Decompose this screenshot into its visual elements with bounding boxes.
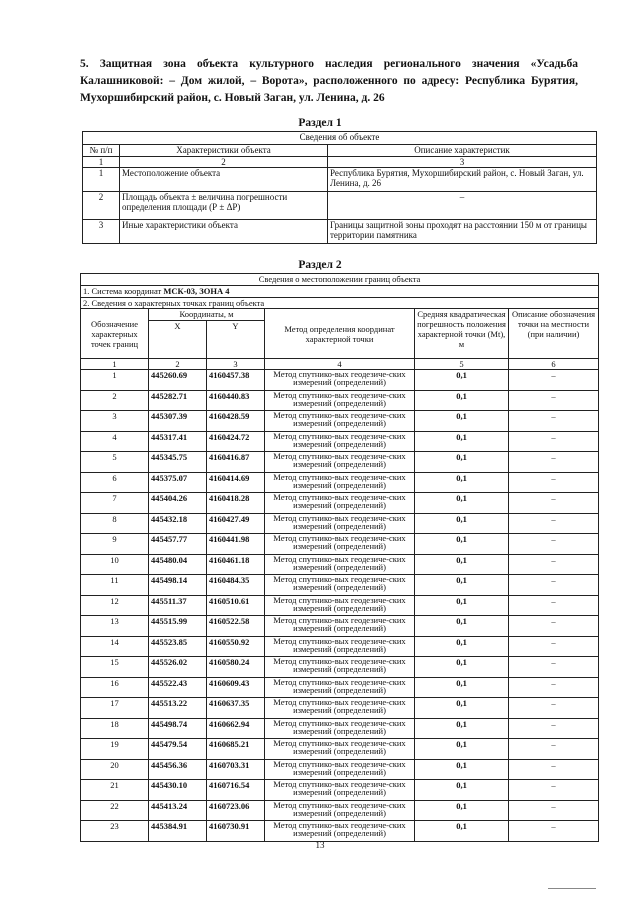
coord-x: 445513.22 <box>149 698 207 719</box>
method-cell: Метод спутнико-вых геодезиче-ских измерений (определений) <box>265 821 415 842</box>
table-row <box>81 554 599 575</box>
col-header-y: Y <box>207 321 265 359</box>
coord-x: 445498.74 <box>149 718 207 739</box>
table-row <box>81 370 599 391</box>
method-cell: Метод спутнико-вых геодезиче-ских измерений (определений) <box>265 718 415 739</box>
error-cell: 0,1 <box>415 390 509 411</box>
coord-y: 4160723.06 <box>207 800 265 821</box>
coord-x: 445413.24 <box>149 800 207 821</box>
method-cell: Метод спутнико-вых геодезиче-ских измерений (определений) <box>265 800 415 821</box>
coord-x: 445260.69 <box>149 370 207 391</box>
method-cell: Метод спутнико-вых геодезиче-ских измерений (определений) <box>265 677 415 698</box>
table-row <box>81 718 599 739</box>
point-number: 13 <box>81 616 149 637</box>
coord-y: 4160716.54 <box>207 780 265 801</box>
method-cell: Метод спутнико-вых геодезиче-ских измерений (определений) <box>265 780 415 801</box>
method-cell: Метод спутнико-вых геодезиче-ских измерений (определений) <box>265 472 415 493</box>
point-number: 21 <box>81 780 149 801</box>
coord-y: 4160637.35 <box>207 698 265 719</box>
point-description: – <box>509 718 599 739</box>
point-number: 5 <box>81 452 149 473</box>
method-cell: Метод спутнико-вых геодезиче-ских измерений (определений) <box>265 657 415 678</box>
error-cell: 0,1 <box>415 370 509 391</box>
method-cell: Метод спутнико-вых геодезиче-ских измерений (определений) <box>265 390 415 411</box>
index-cell: 1 <box>83 157 120 168</box>
table-row <box>81 534 599 555</box>
coord-y: 4160522.58 <box>207 616 265 637</box>
method-cell: Метод спутнико-вых геодезиче-ских измерений (определений) <box>265 534 415 555</box>
table-row <box>81 780 599 801</box>
col-header-point-description: Описание обозначения точки на местности (при наличии) <box>509 309 599 359</box>
col-header-error: Средняя квадратическая погрешность положения характерной точки (Mt), м <box>415 309 509 359</box>
table-row <box>81 636 599 657</box>
point-description: – <box>509 370 599 391</box>
point-description: – <box>509 759 599 780</box>
coord-y: 4160484.35 <box>207 575 265 596</box>
object-info-table <box>82 131 597 244</box>
section2-title: Раздел 2 <box>298 259 342 271</box>
points-body <box>81 370 599 842</box>
coord-x: 445457.77 <box>149 534 207 555</box>
section1-caption: Сведения об объекте <box>83 132 597 145</box>
coordinate-system-row <box>81 286 599 298</box>
coordinate-system-label: 1. Система координат <box>83 286 162 296</box>
error-cell: 0,1 <box>415 452 509 473</box>
point-description: – <box>509 452 599 473</box>
point-description: – <box>509 554 599 575</box>
method-cell: Метод спутнико-вых геодезиче-ских измерений (определений) <box>265 595 415 616</box>
coord-x: 445317.41 <box>149 431 207 452</box>
index-cell: 3 <box>328 157 597 168</box>
table-row <box>81 657 599 678</box>
coord-x: 445375.07 <box>149 472 207 493</box>
point-number: 22 <box>81 800 149 821</box>
method-cell: Метод спутнико-вых геодезиче-ских измерений (определений) <box>265 554 415 575</box>
coord-x: 445480.04 <box>149 554 207 575</box>
characteristic-name: Местоположение объекта <box>120 168 328 192</box>
table-row <box>83 192 597 220</box>
page-number: 13 <box>315 840 325 850</box>
error-cell: 0,1 <box>415 636 509 657</box>
col-header-coordinates: Координаты, м <box>149 309 265 321</box>
error-cell: 0,1 <box>415 780 509 801</box>
index-cell: 2 <box>149 359 207 370</box>
coord-y: 4160418.28 <box>207 493 265 514</box>
method-cell: Метод спутнико-вых геодезиче-ских измерений (определений) <box>265 493 415 514</box>
point-number: 3 <box>81 411 149 432</box>
method-cell: Метод спутнико-вых геодезиче-ских измерений (определений) <box>265 759 415 780</box>
point-description: – <box>509 739 599 760</box>
method-cell: Метод спутнико-вых геодезиче-ских измерений (определений) <box>265 411 415 432</box>
method-cell: Метод спутнико-вых геодезиче-ских измерений (определений) <box>265 370 415 391</box>
coord-x: 445404.26 <box>149 493 207 514</box>
error-cell: 0,1 <box>415 616 509 637</box>
coord-x: 445515.99 <box>149 616 207 637</box>
coord-x: 445307.39 <box>149 411 207 432</box>
row-number: 2 <box>83 192 120 220</box>
coord-y: 4160580.24 <box>207 657 265 678</box>
point-description: – <box>509 595 599 616</box>
section1-title: Раздел 1 <box>298 117 342 129</box>
error-cell: 0,1 <box>415 595 509 616</box>
table-row <box>81 759 599 780</box>
col-header-point: Обозначение характерных точек границ <box>81 309 149 359</box>
point-description: – <box>509 821 599 842</box>
coord-x: 445523.85 <box>149 636 207 657</box>
table-row <box>81 452 599 473</box>
error-cell: 0,1 <box>415 554 509 575</box>
document-heading: 5. Защитная зона объекта культурного наследия регионального значения «Усадьба Калашниковой: – Дом жилой, – Ворота», расположенного по адресу: Республика Бурятия, Мухоршибирский район, с. Новый Заган, ул. Ленина, д. 26 <box>80 58 578 104</box>
error-cell: 0,1 <box>415 534 509 555</box>
index-cell: 6 <box>509 359 599 370</box>
table-row <box>81 493 599 514</box>
characteristic-description: Республика Бурятия, Мухоршибирский район, с. Новый Заган, ул. Ленина, д. 26 <box>328 168 597 192</box>
coord-y: 4160550.92 <box>207 636 265 657</box>
coord-x: 445432.18 <box>149 513 207 534</box>
point-number: 18 <box>81 718 149 739</box>
error-cell: 0,1 <box>415 677 509 698</box>
coord-y: 4160414.69 <box>207 472 265 493</box>
coord-x: 445511.37 <box>149 595 207 616</box>
table-row <box>81 800 599 821</box>
table-row <box>83 168 597 192</box>
table-row <box>81 513 599 534</box>
coord-y: 4160609.43 <box>207 677 265 698</box>
point-description: – <box>509 575 599 596</box>
point-number: 15 <box>81 657 149 678</box>
point-number: 2 <box>81 390 149 411</box>
index-cell: 2 <box>120 157 328 168</box>
point-number: 23 <box>81 821 149 842</box>
point-number: 20 <box>81 759 149 780</box>
index-cell: 4 <box>265 359 415 370</box>
coord-x: 445384.91 <box>149 821 207 842</box>
characteristic-points-label: 2. Сведения о характерных точках границ объекта <box>81 298 599 309</box>
point-number: 6 <box>81 472 149 493</box>
table-row <box>81 575 599 596</box>
index-cell: 5 <box>415 359 509 370</box>
point-description: – <box>509 493 599 514</box>
method-cell: Метод спутнико-вых геодезиче-ских измерений (определений) <box>265 452 415 473</box>
col-header-description: Описание характеристик <box>328 145 597 157</box>
error-cell: 0,1 <box>415 800 509 821</box>
table-row <box>81 431 599 452</box>
coord-x: 445456.36 <box>149 759 207 780</box>
index-cell: 3 <box>207 359 265 370</box>
point-description: – <box>509 616 599 637</box>
point-number: 14 <box>81 636 149 657</box>
coord-y: 4160427.49 <box>207 513 265 534</box>
point-number: 11 <box>81 575 149 596</box>
coordinate-system-name: МСК-03, ЗОНА 4 <box>163 286 230 296</box>
table-row <box>81 677 599 698</box>
table-row <box>81 821 599 842</box>
error-cell: 0,1 <box>415 431 509 452</box>
scan-mark <box>548 888 596 889</box>
point-number: 1 <box>81 370 149 391</box>
error-cell: 0,1 <box>415 575 509 596</box>
coord-y: 4160416.87 <box>207 452 265 473</box>
method-cell: Метод спутнико-вых геодезиче-ских измерений (определений) <box>265 636 415 657</box>
characteristic-description: Границы защитной зоны проходят на расстоянии 150 м от границы территории памятника <box>328 220 597 244</box>
coord-y: 4160457.38 <box>207 370 265 391</box>
characteristic-name: Иные характеристики объекта <box>120 220 328 244</box>
coord-x: 445345.75 <box>149 452 207 473</box>
method-cell: Метод спутнико-вых геодезиче-ских измерений (определений) <box>265 513 415 534</box>
row-number: 1 <box>83 168 120 192</box>
section2-caption: Сведения о местоположении границ объекта <box>81 274 599 286</box>
point-number: 10 <box>81 554 149 575</box>
index-cell: 1 <box>81 359 149 370</box>
point-description: – <box>509 657 599 678</box>
coord-y: 4160428.59 <box>207 411 265 432</box>
coord-x: 445430.10 <box>149 780 207 801</box>
error-cell: 0,1 <box>415 657 509 678</box>
point-description: – <box>509 513 599 534</box>
method-cell: Метод спутнико-вых геодезиче-ских измерений (определений) <box>265 431 415 452</box>
point-description: – <box>509 431 599 452</box>
error-cell: 0,1 <box>415 493 509 514</box>
point-description: – <box>509 636 599 657</box>
table-row <box>81 595 599 616</box>
error-cell: 0,1 <box>415 698 509 719</box>
coord-y: 4160685.21 <box>207 739 265 760</box>
method-cell: Метод спутнико-вых геодезиче-ских измерений (определений) <box>265 698 415 719</box>
error-cell: 0,1 <box>415 513 509 534</box>
boundary-points-table <box>80 273 599 842</box>
table-row <box>81 616 599 637</box>
coord-y: 4160440.83 <box>207 390 265 411</box>
table-row <box>81 411 599 432</box>
error-cell: 0,1 <box>415 472 509 493</box>
characteristic-description: – <box>328 192 597 220</box>
col-header-method: Метод определения координат характерной точки <box>265 309 415 359</box>
coord-y: 4160703.31 <box>207 759 265 780</box>
point-number: 9 <box>81 534 149 555</box>
table-row <box>83 220 597 244</box>
method-cell: Метод спутнико-вых геодезиче-ских измерений (определений) <box>265 575 415 596</box>
error-cell: 0,1 <box>415 739 509 760</box>
point-number: 19 <box>81 739 149 760</box>
point-description: – <box>509 800 599 821</box>
error-cell: 0,1 <box>415 411 509 432</box>
table-row <box>81 739 599 760</box>
coord-y: 4160662.94 <box>207 718 265 739</box>
col-header-characteristics: Характеристики объекта <box>120 145 328 157</box>
coord-x: 445526.02 <box>149 657 207 678</box>
coord-x: 445522.43 <box>149 677 207 698</box>
table-row <box>81 472 599 493</box>
coord-x: 445479.54 <box>149 739 207 760</box>
point-number: 16 <box>81 677 149 698</box>
error-cell: 0,1 <box>415 718 509 739</box>
point-number: 4 <box>81 431 149 452</box>
method-cell: Метод спутнико-вых геодезиче-ских измерений (определений) <box>265 739 415 760</box>
col-header-number: № п/п <box>83 145 120 157</box>
method-cell: Метод спутнико-вых геодезиче-ских измерений (определений) <box>265 616 415 637</box>
coord-x: 445282.71 <box>149 390 207 411</box>
point-description: – <box>509 534 599 555</box>
coord-y: 4160730.91 <box>207 821 265 842</box>
error-cell: 0,1 <box>415 759 509 780</box>
point-number: 12 <box>81 595 149 616</box>
point-description: – <box>509 472 599 493</box>
point-number: 8 <box>81 513 149 534</box>
error-cell: 0,1 <box>415 821 509 842</box>
point-description: – <box>509 677 599 698</box>
table-row <box>81 698 599 719</box>
row-number: 3 <box>83 220 120 244</box>
point-description: – <box>509 698 599 719</box>
point-number: 7 <box>81 493 149 514</box>
characteristic-name: Площадь объекта ± величина погрешности определения площади (Р ± ΔР) <box>120 192 328 220</box>
coord-y: 4160441.98 <box>207 534 265 555</box>
coord-y: 4160510.61 <box>207 595 265 616</box>
table-row <box>81 390 599 411</box>
point-description: – <box>509 780 599 801</box>
point-description: – <box>509 411 599 432</box>
col-header-x: X <box>149 321 207 359</box>
point-number: 17 <box>81 698 149 719</box>
coord-y: 4160424.72 <box>207 431 265 452</box>
coord-x: 445498.14 <box>149 575 207 596</box>
point-description: – <box>509 390 599 411</box>
coord-y: 4160461.18 <box>207 554 265 575</box>
